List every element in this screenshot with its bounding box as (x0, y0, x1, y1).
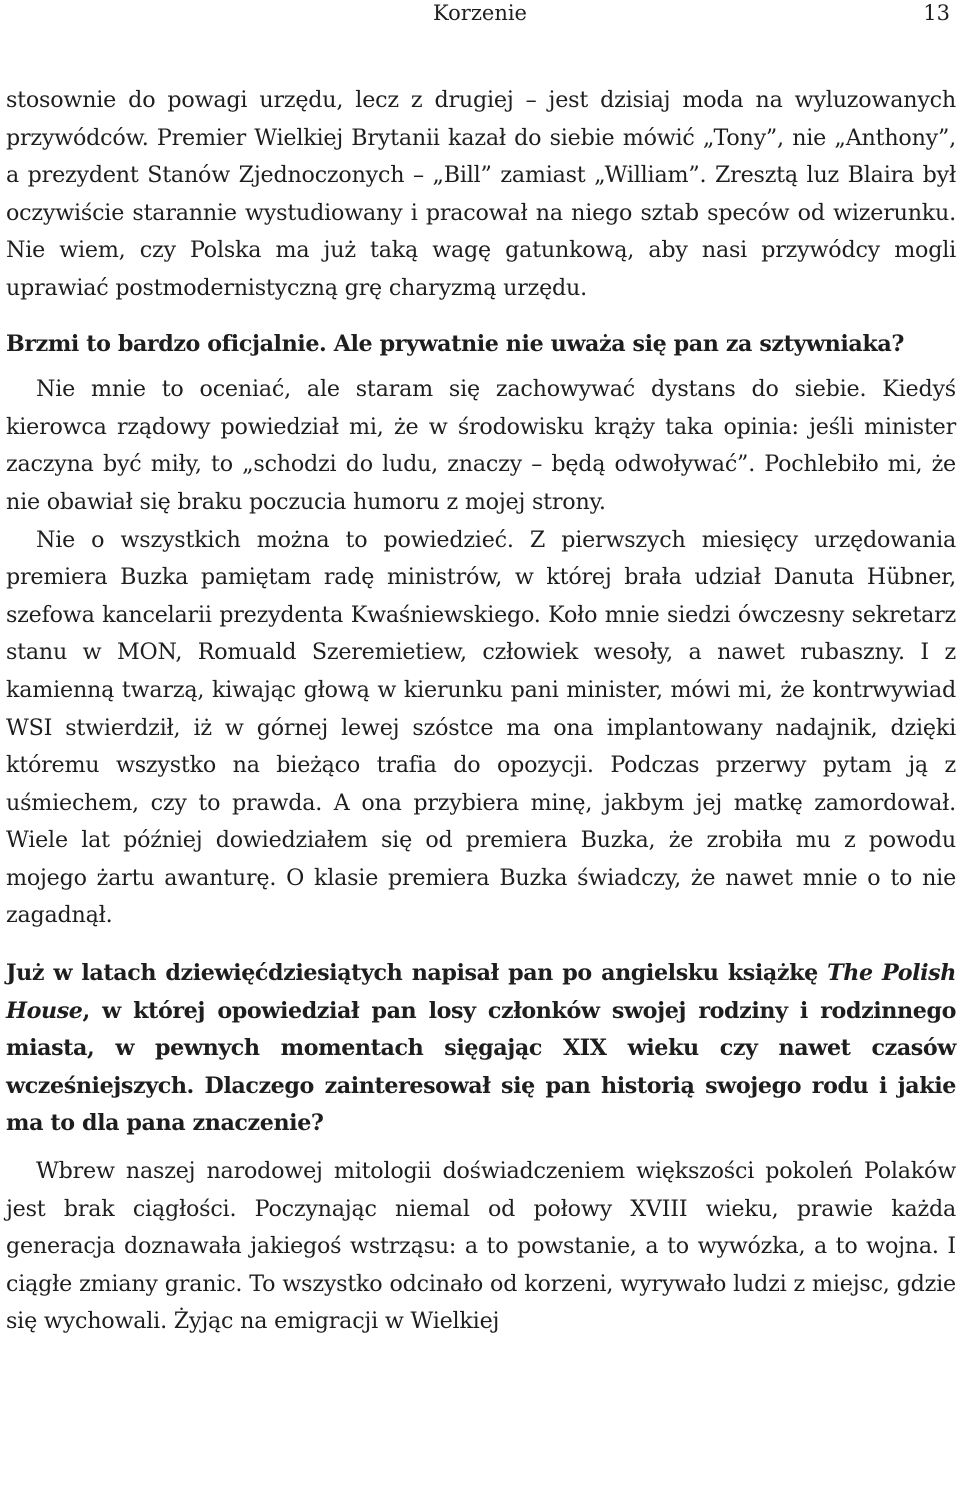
question-text-start: Już w latach dziewięćdziesiątych napisał pan po angielsku książkę (6, 960, 828, 987)
running-header (0, 0, 960, 30)
page-number: 13 (923, 1, 950, 25)
interview-question-2 (6, 955, 956, 1143)
answer-paragraph-2: Nie o wszystkich można to powiedzieć. Z pierwszych miesięcy urzędowania premiera Buzka pamiętam radę ministrów, w której brała udział Danuta Hübner, szefowa kancelarii prezydenta Kwaśniewskiego. Koło mnie siedzi ówczesny sekretarz stanu w MON, Romuald Szeremietiew, człowiek wesoły, a nawet rubaszny. I z kamienną twarzą, kiwając głową w kierunku pani minister, mówi mi, że kontrwywiad WSI stwierdził, iż w górnej lewej szóstce ma ona implantowany nadajnik, dzięki któremu wszystko na bieżąco trafia do opozycji. Podczas przerwy pytam ją z uśmiechem, czy to prawda. A ona przybiera minę, jakbym jej matkę zamordował. Wiele lat później dowiedziałem się od premiera Buzka, że zrobiła mu z powodu mojego żartu awanturę. O klasie premiera Buzka świadczy, że nawet mnie o to nie zagadnął. (6, 526, 956, 929)
answer-paragraph-3: Wbrew naszej narodowej mitologii doświadczeniem większości pokoleń Polaków jest brak ciągłości. Poczynając niemal od połowy XVIII wieku, prawie każda generacja doznawała jakiegoś wstrząsu: a to powstanie, a to wywózka, a to wojna. I ciągłe zmiany granic. To wszystko odcinało od korzeni, wyrywało ludzi z miejsc, gdzie się wychowali. Żyjąc na emigracji w Wielkiej (6, 1158, 956, 1335)
book-title: The Polish House (6, 960, 956, 1024)
body-paragraph-1: stosownie do powagi urzędu, lecz z drugiej – jest dzisiaj moda na wyluzowanych przywódców. Premier Wielkiej Brytanii kazał do siebie mówić „Tony”, nie „Anthony”, a prezydent Stanów Zjednoczonych – „Bill” zamiast „William”. Zresztą luz Blaira był oczywiście starannie wystudiowany i pracował na niego sztab speców od wizerunku. Nie wiem, czy Polska ma już taką wagę gatunkową, aby nasi przywódcy mogli uprawiać postmodernistyczną grę charyzmą urzędu. (6, 87, 956, 301)
question-text-end: , w której opowiedział pan losy członków swojej rodziny i rodzinnego miasta, w pewnych momentach sięgając XIX wieku czy nawet czasów wcześniejszych. Dlaczego zainteresował się pan historią swojego rodu i jakie ma to dla pana znaczenie? (6, 997, 956, 1137)
page-body (6, 82, 956, 1341)
answer-paragraph-1: Nie mnie to oceniać, ale staram się zachowywać dystans do siebie. Kiedyś kierowca rządowy powiedział mi, że w środowisku krąży taka opinia: jeśli minister zaczyna być miły, to „schodzi do ludu, znaczy – będą odwoływać”. Pochlebiło mi, że nie obawiał się braku poczucia humoru z mojej strony. (6, 376, 956, 515)
interview-question-1: Brzmi to bardzo oficjalnie. Ale prywatnie nie uważa się pan za sztywniaka? (6, 330, 904, 357)
running-title: Korzenie (433, 1, 527, 25)
